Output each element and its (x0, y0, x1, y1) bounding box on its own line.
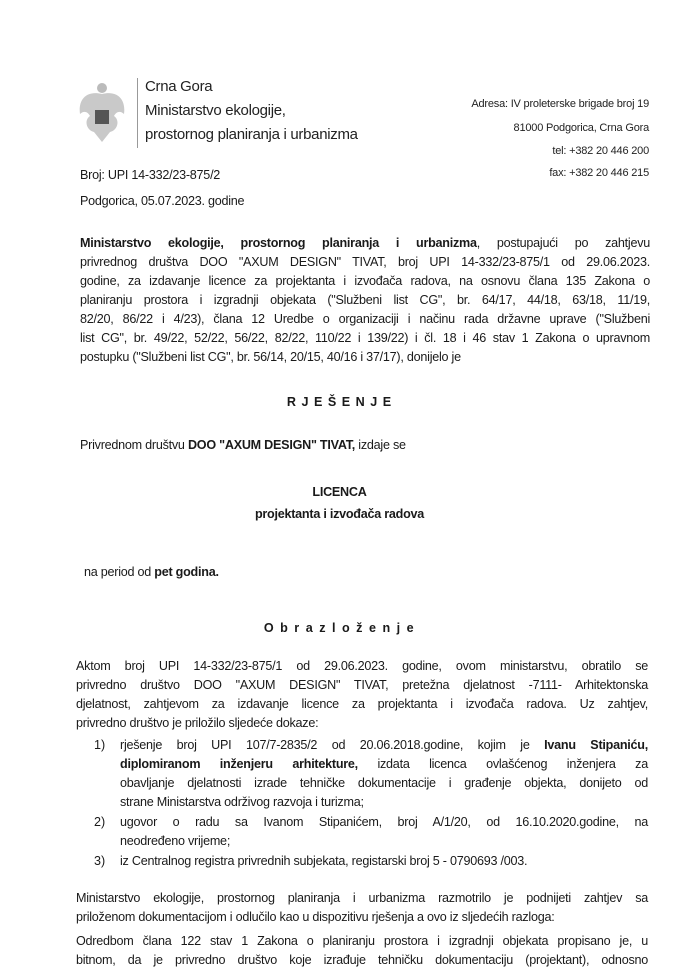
text-line (120, 738, 648, 753)
text-line (76, 953, 648, 968)
licence-subtitle: projektanta i izvođača radova (254, 507, 425, 521)
text-line (80, 331, 650, 346)
bold-text: diplomiranom inženjeru arhitekture, (120, 757, 358, 771)
text-line (76, 716, 648, 731)
text-segment: bitnom, da je privredno društvo koje izrađuje tehničku dokumentaciju (projektant), odnosno (76, 953, 648, 967)
text-line (76, 910, 648, 925)
text-line (76, 678, 648, 693)
text-line (76, 891, 648, 906)
decision-line (80, 438, 406, 453)
company-name: DOO "AXUM DESIGN" TIVAT, (187, 438, 356, 452)
text-line (120, 795, 648, 810)
decision-pre: Privrednom društvu (80, 438, 188, 452)
text-segment: ugovor o radu sa Ivanom Stipanićem, broj A/1/20, od 16.10.2020.godine, na (120, 815, 648, 829)
period-pre: na period od (84, 565, 155, 579)
document-title: R J E Š E N J E (286, 395, 393, 409)
text-segment: neodređeno vrijeme; (120, 834, 231, 848)
list-number: 3) (94, 854, 106, 868)
ministry-name-line-2: prostornog planiranja i urbanizma (145, 126, 358, 143)
text-segment: rješenje broj UPI 107/7-2835/2 od 20.06.2018.godine, kojim je (120, 738, 545, 752)
text-line (120, 815, 648, 830)
text-line (120, 757, 648, 772)
list-number: 2) (94, 815, 106, 829)
text-segment: Ministarstvo ekologije, prostornog planiranja i urbanizma razmotrilo je podnijeti zahtjev sa (76, 891, 648, 905)
reference-number: Broj: UPI 14-332/23-875/2 (80, 168, 221, 182)
text-line (76, 697, 648, 712)
text-line (80, 293, 650, 308)
period-value: pet godina. (154, 565, 219, 579)
text-segment: Odredbom člana 122 stav 1 Zakona o planiranju prostora i izgradnji objekata propisano je, u (76, 934, 648, 948)
text-line (76, 934, 648, 949)
text-line (120, 834, 648, 849)
bold-text: Ivanu Stipaniću, (544, 738, 648, 752)
text-segment: obavljanje djelatnosti izrade tehničke dokumentacije i građenje objekta, donijeto od (120, 776, 648, 790)
text-line (76, 659, 648, 674)
text-line (120, 776, 648, 791)
period-line (84, 565, 219, 580)
phone-number: tel: +382 20 446 200 (552, 145, 649, 157)
text-segment: izdata licenca ovlašćenog inženjera za (357, 757, 648, 771)
decision-post: izdaje se (355, 438, 406, 452)
text-line (120, 854, 648, 869)
fax-number: fax: +382 20 446 215 (549, 167, 649, 179)
text-segment: 82/20, 86/22 i 4/23), člana 12 Uredbe o organizaciji i načinu rada državne uprave ("Službeni (80, 312, 650, 326)
text-segment: planiranju prostora i izgradnji objekata ("Službeni list CG", br. 64/17, 44/18, 63/18, 11/19, (80, 293, 650, 307)
bold-text: Ministarstvo ekologije, prostornog planiranja i urbanizma (80, 236, 477, 250)
licence-title: LICENCA (312, 485, 367, 499)
text-line (80, 255, 650, 270)
list-number: 1) (94, 738, 106, 752)
text-line (80, 274, 650, 289)
reasoning-title: O b r a z l o ž e n j e (263, 621, 416, 635)
text-segment: privrednog društva DOO "AXUM DESIGN" TIVAT, broj UPI 14-332/23-875/1 od 29.06.2023. (80, 255, 650, 269)
coat-of-arms-icon (76, 80, 128, 146)
text-line (80, 350, 650, 365)
text-segment: priloženom dokumentacijom i odlučilo kao u dispozitivu rješenja a ovo iz sljedećih razloga: (76, 910, 555, 924)
text-segment: list CG", br. 49/22, 52/22, 56/22, 82/22, 110/22 i 139/22) i čl. 18 i 46 stav 1 Zakona o upravnom (80, 331, 650, 345)
text-segment: strane Ministarstva održivog razvoja i turizma; (120, 795, 364, 809)
text-segment: iz Centralnog registra privrednih subjekata, registarski broj 5 - 0790693 /003. (120, 854, 528, 868)
text-line (80, 236, 650, 251)
place-date: Podgorica, 05.07.2023. godine (80, 194, 245, 208)
text-segment: , postupajući po zahtjevu (476, 236, 650, 250)
country-name: Crna Gora (145, 78, 213, 95)
text-segment: djelatnost, zahtjevom za izdavanje licence za projektanta i izvođača radova. Uz zahtjev, (76, 697, 648, 711)
text-segment: postupku ("Službeni list CG", br. 56/14, 20/15, 40/16 i 37/17), donijelo je (80, 350, 461, 364)
text-line (80, 312, 650, 327)
text-segment: privredno društvo DOO "AXUM DESIGN" TIVAT, pretežna djelatnost -7111- Arhitektonska (76, 678, 648, 692)
address-city: 81000 Podgorica, Crna Gora (513, 122, 649, 134)
ministry-name-line-1: Ministarstvo ekologije, (145, 102, 286, 119)
text-segment: privredno društvo je priložilo sljedeće dokaze: (76, 716, 319, 730)
text-segment: godine, za izdavanje licence za projektanta i izvođača radova, na osnovu člana 135 Zakona o (80, 274, 650, 288)
text-segment: Aktom broj UPI 14-332/23-875/1 od 29.06.2023. godine, ovom ministarstvu, obratilo se (76, 659, 648, 673)
address-street: Adresa: IV proleterske brigade broj 19 (471, 98, 649, 110)
letterhead-divider (137, 78, 138, 148)
